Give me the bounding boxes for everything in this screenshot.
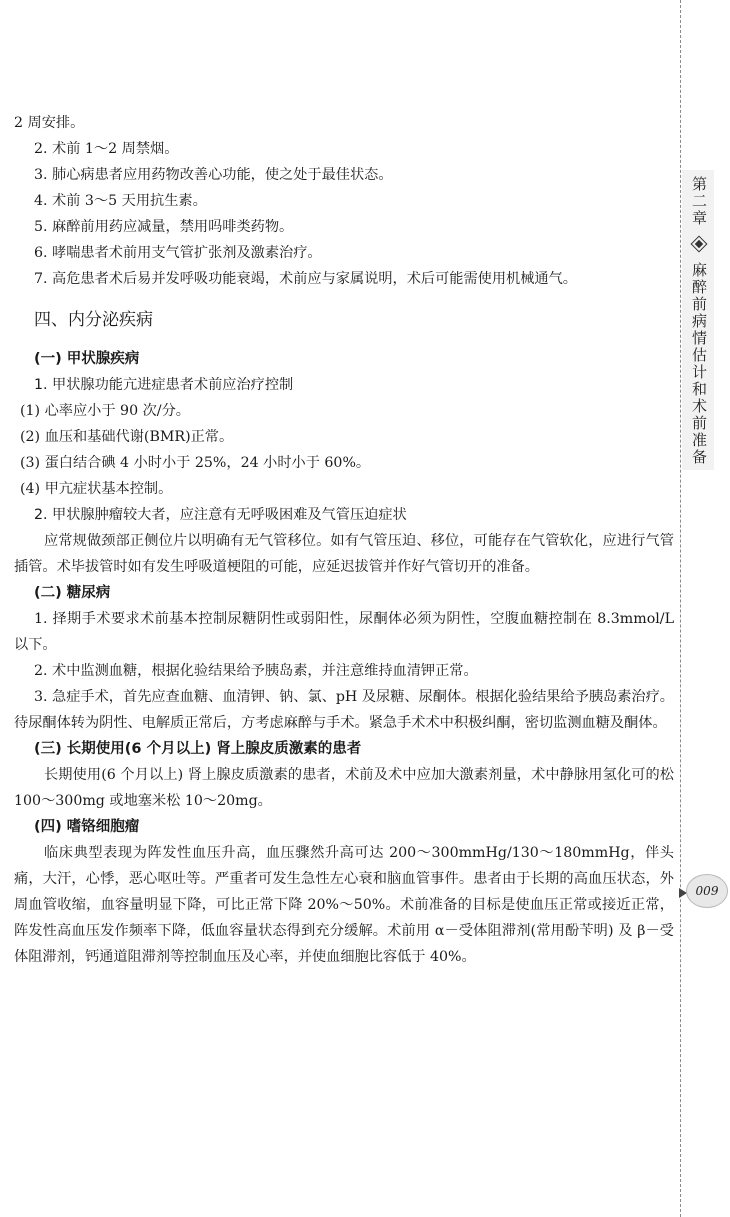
list-item: (1) 心率应小于 90 次/分。 [20,403,190,419]
list-item: 7. 高危患者术后易并发呼吸功能衰竭，术前应与家属说明，术后可能需使用机械通气。 [34,271,577,287]
list-item: (4) 甲亢症状基本控制。 [20,481,173,497]
subsection-heading: (四) 嗜铬细胞瘤 [34,819,140,835]
text-line: 2 周安排。 [14,115,85,131]
paragraph: 长期使用(6 个月以上) 肾上腺皮质激素的患者，术前及术中应加大激素剂量，术中静脉用氢化可的松 100～300mg 或地塞米松 10～20mg。 [14,767,674,809]
chapter-title: 麻醉前病情估计和术前准备 [690,262,708,466]
subsection-heading: (三) 长期使用(6 个月以上) 肾上腺皮质激素的患者 [34,741,362,757]
list-item: 4. 术前 3～5 天用抗生素。 [34,193,207,209]
paragraph: 应常规做颈部正侧位片以明确有无气管移位。如有气管压迫、移位，可能存在气管软化，应进行气管插管。术毕拔管时如有发生呼吸道梗阻的可能，应延迟拔管并作好气管切开的准备。 [14,533,674,575]
list-item: 1. 甲状腺功能亢进症患者术前应治疗控制 [34,377,294,393]
list-item: 2. 术中监测血糖，根据化验结果给予胰岛素，并注意维持血清钾正常。 [34,663,478,679]
list-item: 2. 术前 1～2 周禁烟。 [34,141,179,157]
list-item: 3. 肺心病患者应用药物改善心功能，使之处于最佳状态。 [34,167,393,183]
page-edge-divider [680,0,681,1217]
section-heading: 四、内分泌疾病 [34,310,153,330]
list-item: 1. 择期手术要求术前基本控制尿糖阴性或弱阳性，尿酮体必须为阴性，空腹血糖控制在 8.3mmol/L 以下。 [14,611,674,653]
page-number: 009 [686,874,728,908]
page-body [14,110,674,970]
subsection-heading: (一) 甲状腺疾病 [34,351,140,367]
paragraph: 临床典型表现为阵发性血压升高，血压骤然升高可达 200～300mmHg/130～180mmHg，伴头痛，大汗，心悸，恶心呕吐等。严重者可发生急性左心衰和脑血管事件。患者由于长期的高血压状态，外周血管收缩，血容量明显下降，可比正常下降 20%～50%。术前准备的目标是使血压正常或接近正常，阵发性高血压发作频率下降，低血容量状态得到充分缓解。术前用 α－受体阻滞剂(常用酚苄明) 及 β－受体阻滞剂，钙通道阻滞剂等控制血压及心率，并使血细胞比容低于 40%。 [14,845,674,965]
subsection-heading: (二) 糖尿病 [34,585,111,601]
list-item: 5. 麻醉前用药应减量，禁用吗啡类药物。 [34,219,294,235]
list-item: 6. 哮喘患者术前用支气管扩张剂及激素治疗。 [34,245,322,261]
list-item: 2. 甲状腺肿瘤较大者，应注意有无呼吸困难及气管压迫症状 [34,507,407,523]
list-item: (2) 血压和基础代谢(BMR)正常。 [20,429,234,445]
chapter-label: 第二章 [690,176,708,227]
list-item: (3) 蛋白结合碘 4 小时小于 25%，24 小时小于 60%。 [20,455,371,471]
list-item: 3. 急症手术，首先应查血糖、血清钾、钠、氯、pH 及尿糖、尿酮体。根据化验结果给予胰岛素治疗。待尿酮体转为阴性、电解质正常后，方考虑麻醉与手术。紧急手术术中积极纠酮，密切监测血糖及酮体。 [14,689,674,731]
